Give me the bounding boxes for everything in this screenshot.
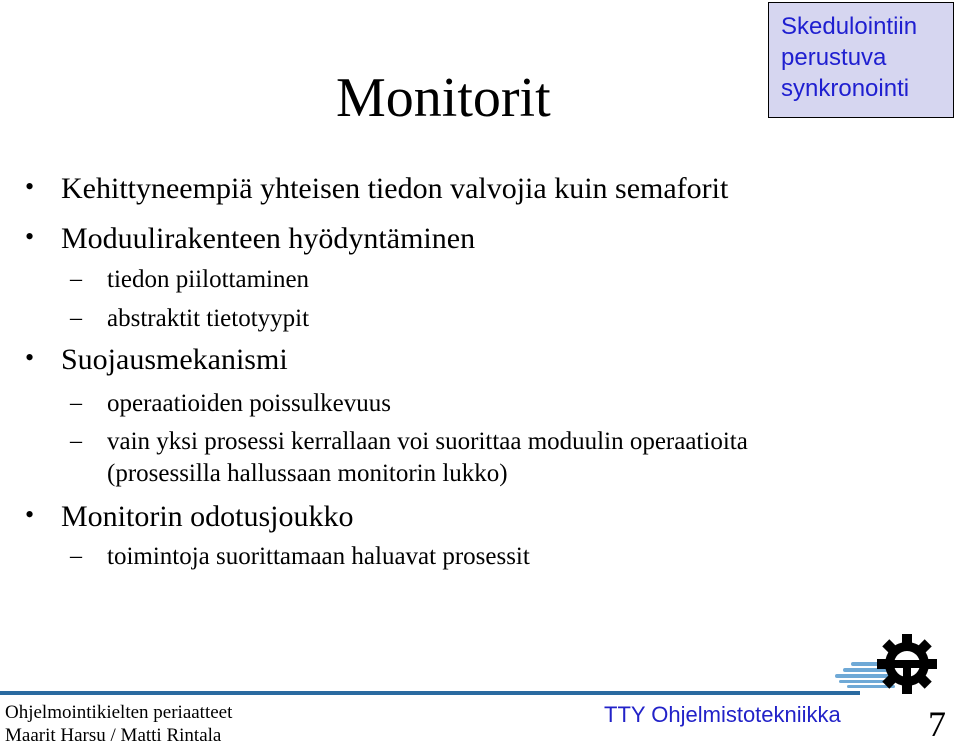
dash-icon: – xyxy=(70,428,82,454)
sub-item: abstraktit tietotyypit xyxy=(107,305,310,332)
sub-item-continuation: (prosessilla hallussaan monitorin lukko) xyxy=(107,460,508,487)
tty-gear-logo-icon xyxy=(835,632,940,697)
bullet-item: Monitorin odotusjoukko xyxy=(61,500,354,533)
slide-title: Monitorit xyxy=(336,67,551,129)
bullet-icon: • xyxy=(25,500,35,529)
footer-divider xyxy=(0,691,860,695)
dash-icon: – xyxy=(70,305,82,331)
topic-line: synkronointi xyxy=(781,75,910,102)
institution-name: TTY Ohjelmistotekniikka xyxy=(604,702,841,727)
sub-item: operaatioiden poissulkevuus xyxy=(107,390,391,417)
topic-line: Skedulointiin xyxy=(781,13,918,40)
sub-item: toimintoja suorittamaan haluavat prosessit xyxy=(107,543,530,570)
sub-item: tiedon piilottaminen xyxy=(107,266,310,293)
bullet-icon: • xyxy=(25,343,35,372)
bullet-item: Suojausmekanismi xyxy=(61,343,288,376)
dash-icon: – xyxy=(70,390,82,416)
bullet-icon: • xyxy=(25,172,35,201)
page-number: 7 xyxy=(928,704,946,744)
bullet-item: Moduulirakenteen hyödyntäminen xyxy=(61,222,476,255)
authors: Maarit Harsu / Matti Rintala xyxy=(5,725,222,746)
footer-credits xyxy=(5,701,232,747)
sub-item: vain yksi prosessi kerrallaan voi suorittaa moduulin operaatioita xyxy=(107,428,748,455)
dash-icon: – xyxy=(70,543,82,569)
dash-icon: – xyxy=(70,266,82,292)
bullet-icon: • xyxy=(25,222,35,251)
bullet-item: Kehittyneempiä yhteisen tiedon valvojia kuin semaforit xyxy=(61,172,729,205)
topic-box xyxy=(768,2,954,118)
topic-line: perustuva xyxy=(781,44,887,71)
course-name: Ohjelmointikielten periaatteet xyxy=(5,702,233,723)
